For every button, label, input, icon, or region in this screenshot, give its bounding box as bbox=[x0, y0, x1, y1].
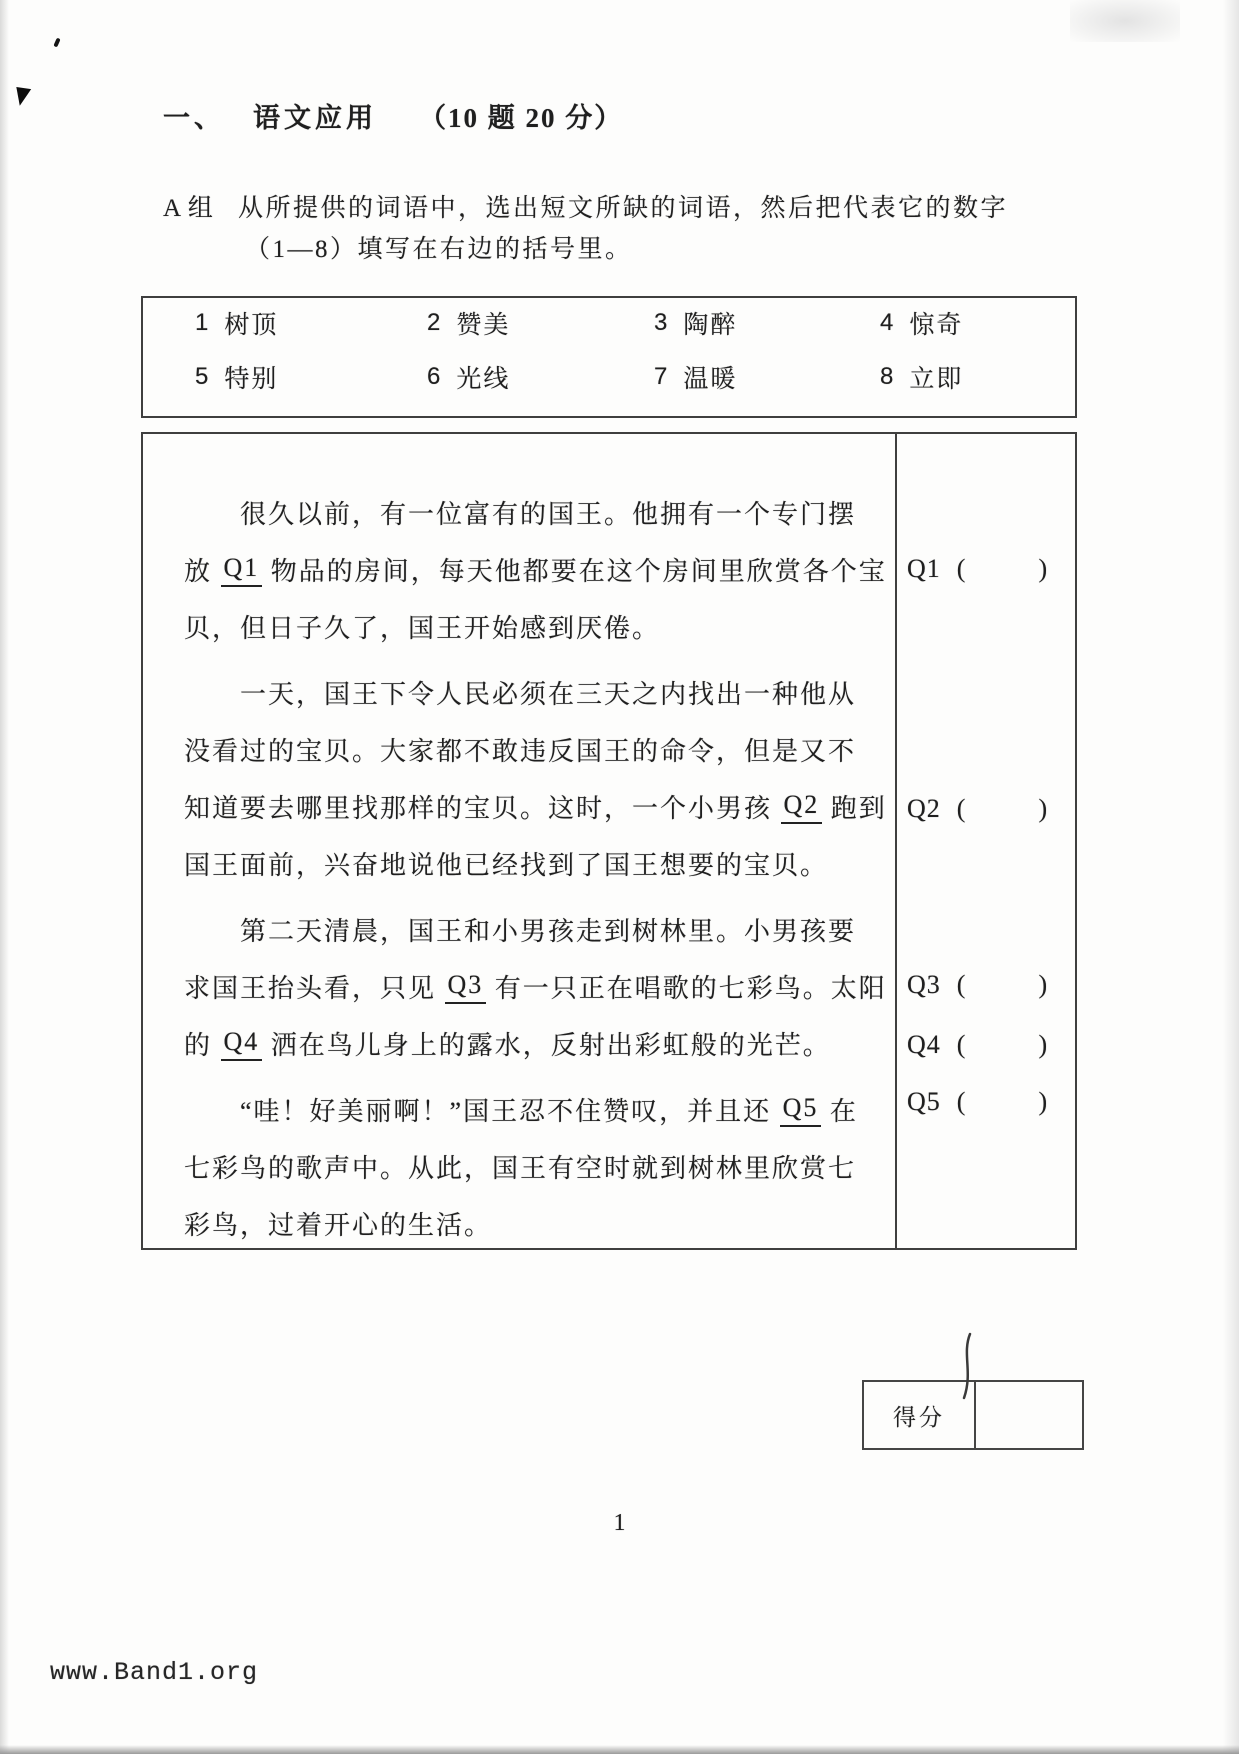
word-bank-item bbox=[880, 358, 1075, 396]
passage-segment: 有一只正在唱歌的七彩鸟。太阳 bbox=[486, 974, 887, 1003]
word-text: 惊奇 bbox=[909, 312, 964, 339]
passage-line bbox=[184, 541, 895, 598]
word-text: 光线 bbox=[456, 366, 511, 393]
word-bank-item bbox=[427, 358, 654, 396]
passage-line bbox=[184, 1081, 895, 1138]
watermark: www.Band1.org bbox=[50, 1658, 259, 1687]
word-number: 5 bbox=[195, 363, 211, 390]
instruction-text-1: 从所提供的词语中，选出短文所缺的词语，然后把代表它的数字 bbox=[237, 195, 1008, 222]
blank-ref-q4: Q4 bbox=[221, 1027, 263, 1061]
passage-line bbox=[184, 958, 895, 1015]
section-title bbox=[163, 96, 623, 135]
passage-segment: 洒在鸟儿身上的露水，反射出彩虹般的光芒。 bbox=[262, 1031, 831, 1060]
blank-ref-q5: Q5 bbox=[780, 1093, 822, 1127]
passage-segment: 很久以前，有一位富有的国王。他拥有一个专门摆 bbox=[240, 500, 857, 529]
scan-edge-right bbox=[1223, 0, 1239, 1754]
blank-ref-q2: Q2 bbox=[781, 790, 823, 824]
bracket-close: ) bbox=[1038, 970, 1049, 999]
group-a-instruction-line2: （1—8）填写在右边的括号里。 bbox=[245, 236, 633, 263]
answer-label: Q4 bbox=[907, 1030, 941, 1059]
bracket-open: ( bbox=[956, 794, 967, 823]
answer-slot-q4 bbox=[907, 1028, 1048, 1062]
passage-segment: “哇！好美丽啊！”国王忍不住赞叹，并且还 bbox=[240, 1097, 780, 1126]
bracket-open: ( bbox=[956, 1030, 967, 1059]
passage-line bbox=[184, 778, 895, 835]
answer-label: Q1 bbox=[907, 554, 941, 583]
word-bank-item bbox=[195, 304, 427, 342]
passage-segment: 的 bbox=[184, 1031, 221, 1060]
word-bank-item bbox=[654, 304, 880, 342]
score-value-cell bbox=[976, 1382, 1082, 1448]
word-text: 特别 bbox=[224, 366, 279, 393]
answer-label: Q5 bbox=[907, 1087, 941, 1116]
bracket-close: ) bbox=[1038, 554, 1049, 583]
passage-line bbox=[184, 1015, 895, 1072]
section-points: （10 题 20 分） bbox=[419, 103, 624, 133]
passage-text bbox=[143, 434, 895, 1252]
passage-segment: 贝，但日子久了，国王开始感到厌倦。 bbox=[184, 614, 661, 643]
group-a-instruction-line1 bbox=[163, 188, 1008, 224]
passage-segment: 没看过的宝贝。大家都不敢违反国王的命令，但是又不 bbox=[184, 737, 857, 766]
group-a-label: A 组 bbox=[163, 195, 214, 222]
answer-label: Q3 bbox=[907, 970, 941, 999]
passage-segment: 七彩鸟的歌声中。从此，国王有空时就到树林里欣赏七 bbox=[184, 1154, 857, 1183]
word-bank-item bbox=[427, 304, 654, 342]
answer-label: Q2 bbox=[907, 794, 941, 823]
word-number: 8 bbox=[880, 363, 896, 390]
passage-segment: 在 bbox=[821, 1097, 858, 1126]
word-number: 6 bbox=[427, 363, 443, 390]
word-text: 温暖 bbox=[683, 366, 738, 393]
score-label: 得分 bbox=[864, 1382, 976, 1448]
word-text: 陶醉 bbox=[683, 312, 738, 339]
passage-segment: 国王面前，兴奋地说他已经找到了国王想要的宝贝。 bbox=[184, 851, 829, 880]
passage-line bbox=[184, 1138, 895, 1195]
passage-segment: 第二天清晨，国王和小男孩走到树林里。小男孩要 bbox=[240, 917, 857, 946]
page-number: 1 bbox=[613, 1510, 626, 1536]
word-text: 赞美 bbox=[456, 312, 511, 339]
word-text: 立即 bbox=[909, 366, 964, 393]
bracket-open: ( bbox=[956, 970, 967, 999]
word-number: 1 bbox=[195, 309, 211, 336]
scan-edge-left bbox=[0, 0, 9, 1754]
word-number: 2 bbox=[427, 309, 443, 336]
passage-segment: 一天，国王下令人民必须在三天之内找出一种他从 bbox=[240, 680, 857, 709]
passage-segment: 求国王抬头看，只见 bbox=[184, 974, 445, 1003]
answer-slot-q3 bbox=[907, 968, 1048, 1002]
passage-answer-divider bbox=[895, 434, 897, 1248]
word-number: 4 bbox=[880, 309, 896, 336]
passage-line bbox=[184, 664, 895, 721]
passage-segment: 彩鸟，过着开心的生活。 bbox=[184, 1211, 493, 1240]
passage-line bbox=[184, 598, 895, 655]
section-number: 一、 bbox=[163, 103, 225, 133]
bracket-close: ) bbox=[1038, 794, 1049, 823]
passage-segment: 知道要去哪里找那样的宝贝。这时，一个小男孩 bbox=[184, 794, 781, 823]
bracket-close: ) bbox=[1038, 1087, 1049, 1116]
answer-slot-q1 bbox=[907, 552, 1048, 586]
bracket-open: ( bbox=[956, 1087, 967, 1116]
word-bank-box bbox=[141, 296, 1077, 418]
answer-slot-q5 bbox=[907, 1085, 1048, 1119]
passage-line bbox=[184, 1195, 895, 1252]
passage-segment: 放 bbox=[184, 557, 221, 586]
passage-line bbox=[184, 835, 895, 892]
word-bank-item bbox=[195, 358, 427, 396]
scan-edge-bottom bbox=[0, 1745, 1239, 1754]
word-number: 7 bbox=[654, 363, 670, 390]
word-text: 树顶 bbox=[224, 312, 279, 339]
passage-line bbox=[184, 901, 895, 958]
passage-segment: 物品的房间，每天他都要在这个房间里欣赏各个宝 bbox=[262, 557, 887, 586]
word-bank-item bbox=[654, 358, 880, 396]
scan-mark-dot bbox=[53, 38, 60, 48]
bracket-open: ( bbox=[956, 554, 967, 583]
pen-stroke-mark bbox=[952, 1330, 982, 1402]
scan-smudge-top-right bbox=[1070, 0, 1180, 42]
passage-segment: 跑到 bbox=[822, 794, 887, 823]
scan-mark-triangle bbox=[14, 87, 31, 107]
word-number: 3 bbox=[654, 309, 670, 336]
passage-box bbox=[141, 432, 1077, 1250]
passage-line bbox=[184, 484, 895, 541]
passage-line bbox=[184, 721, 895, 778]
section-name: 语文应用 bbox=[253, 103, 377, 133]
bracket-close: ) bbox=[1038, 1030, 1049, 1059]
word-bank-item bbox=[880, 304, 1075, 342]
blank-ref-q3: Q3 bbox=[445, 970, 487, 1004]
blank-ref-q1: Q1 bbox=[221, 553, 263, 587]
answer-slot-q2 bbox=[907, 792, 1048, 826]
